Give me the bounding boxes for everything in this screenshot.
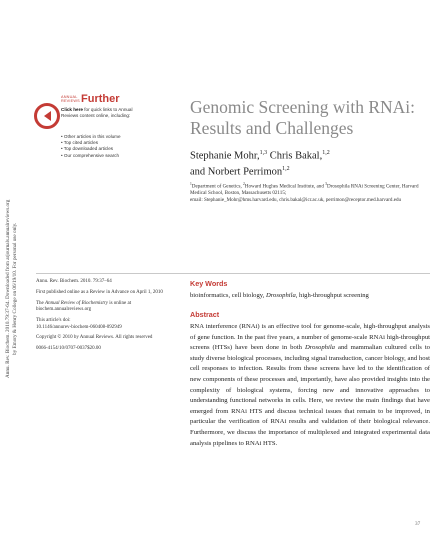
abstract-part-2: and mammalian cultured cells to study diverse biological processes, including signal transduction, cancer biology, and host cell responses to infection. Results from these screens have led to the identification of new components of these processes and, importantly, have also provided insights into the complexity of biological systems, forcing new and innovative approaches to understanding functional networks in cells. Here, we review the main findings that have emerged from RNAi HTS and discuss technical issues that remain to be improved, in particular the verification of RNAi results and validation of their biological relevance. Furthermore, we discuss the importance of multiplexed and integrated experimental data analysis pipelines to RNAi HTS.: [190, 344, 430, 447]
keywords-italic: Drosophila: [265, 292, 296, 299]
further-link-other-articles[interactable]: • Other articles in this volume: [61, 134, 121, 139]
further-link-search[interactable]: • Our comprehensive search: [61, 152, 120, 158]
annual-label: ANNUAL: [61, 95, 78, 99]
download-notice: [2, 140, 24, 380]
affil-genetics: Department of Genetics,: [191, 183, 243, 190]
abstract-italic: Drosophila: [304, 344, 335, 352]
online-note-prefix: The: [36, 300, 46, 306]
further-description-text: for quick links to Annual Reviews content online, including:: [61, 107, 133, 118]
author-list: [190, 147, 430, 179]
journal-citation: Annu. Rev. Biochem. 2010. 79:37–64: [36, 279, 112, 284]
annual-reviews-logo: [61, 95, 80, 103]
first-published: First published online as a Review in Advance on April 1, 2010: [36, 289, 163, 295]
keywords-heading: Key Words: [190, 279, 228, 288]
author-bakal: Chris Bakal,: [267, 150, 323, 162]
further-link-top-cited[interactable]: • Top cited articles: [61, 140, 99, 146]
further-link-top-downloaded[interactable]: • Top downloaded articles: [61, 146, 114, 152]
keywords-part-1: bioinformatics, cell biology,: [190, 292, 266, 299]
online-note: [36, 301, 168, 314]
section-divider: [36, 273, 430, 274]
further-box[interactable]: [34, 93, 146, 177]
download-notice-line-2: by Emory & Henry College on 06/19/10. For personal use only.: [12, 222, 18, 355]
online-note-suffix: is online at biochem.annualreviews.org: [36, 300, 132, 313]
author-mohr: Stephanie Mohr,: [190, 150, 260, 162]
affil-hhmi: Howard Hughes Medical Institute, and: [244, 183, 326, 190]
citation-block: [36, 279, 168, 357]
author-bakal-affil: 1,2: [322, 150, 330, 156]
author-mohr-affil: 1,3: [259, 150, 268, 156]
keywords-part-2: , high-throughput screening: [295, 292, 369, 299]
author-perrimon: and Norbert Perrimon: [190, 166, 283, 178]
further-description: [61, 107, 145, 118]
further-word: Further: [81, 93, 120, 105]
affil-marker-2: 2: [243, 182, 245, 186]
further-links: [61, 134, 121, 159]
abstract-part-1: RNA interference (RNAi) is an effective tool for genome-scale, high-throughput analysis of gene function. In the past five years, a number of genome-scale RNAi high-throughput screens (HTSs) have been done in both: [190, 323, 430, 352]
affil-marker-1: 1: [190, 182, 192, 186]
page-number: 37: [415, 521, 421, 527]
contact-emails[interactable]: email: Stephanie_Mohr@hms.harvard.edu, chris.bakal@icr.ac.uk, perrimon@receptor.med.harvard.edu: [190, 196, 402, 203]
online-journal-name: Annual Review of Biochemistry: [45, 300, 108, 306]
author-perrimon-affil: 1,2: [282, 166, 290, 172]
copyright: Copyright © 2010 by Annual Reviews. All rights reserved: [36, 335, 153, 341]
abstract-text: [190, 322, 430, 449]
doi-value[interactable]: 10.1146/annurev-biochem-060408-092949: [36, 324, 122, 330]
download-notice-line-1: Annu. Rev. Biochem. 2010.79:37-64. Downloaded from arjournals.annualreviews.org: [5, 199, 11, 378]
article-title: Genomic Screening with RNAi: Results and Challenges: [190, 97, 416, 138]
further-arrow-icon[interactable]: [34, 103, 60, 129]
reviews-label: REVIEWS: [61, 99, 80, 103]
doi: [36, 318, 168, 331]
affil-drsc: Drosophila RNAi Screening Center, Harvard Medical School, Boston, Massachusetts 02115;: [190, 183, 419, 197]
affil-marker-3: 3: [325, 182, 327, 186]
abstract-heading: Abstract: [190, 310, 220, 319]
doi-label: This article's doi:: [36, 317, 71, 323]
issn: 0066-4154/10/0707-0037$20.00: [36, 346, 101, 352]
keywords-text: [190, 292, 430, 299]
affiliations: [190, 181, 430, 203]
click-here-link[interactable]: Click here: [61, 107, 83, 112]
